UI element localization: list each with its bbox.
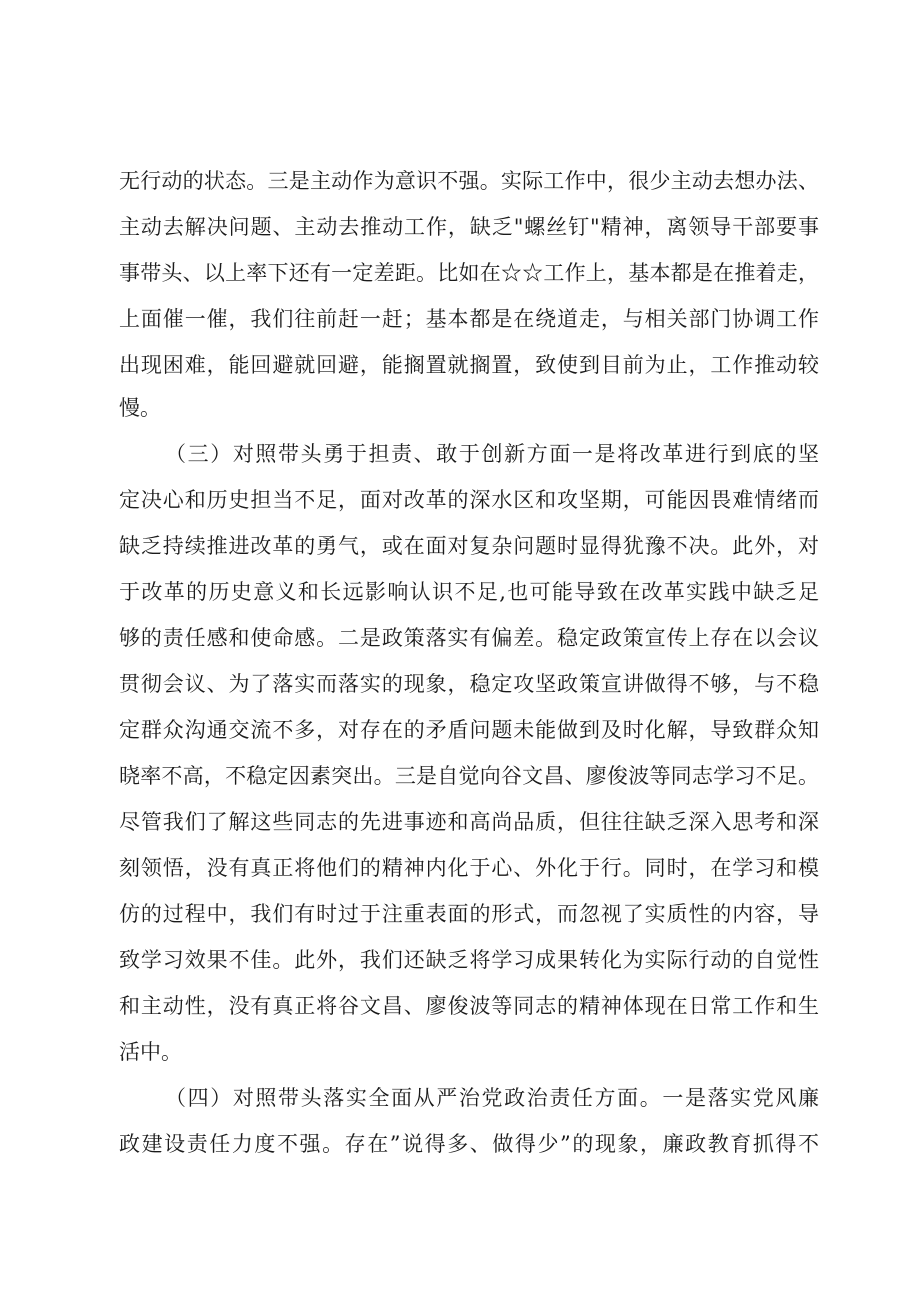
paragraph-line: 定群众沟通交流不多，对存在的矛盾问题未能做到及时化解，导致群众知: [119, 718, 819, 742]
section-heading-line: （四）对照带头落实全面从严治党政治责任方面。一是落实党风廉: [165, 1086, 819, 1110]
paragraph-line: 够的责任感和使命感。二是政策落实有偏差。稳定政策宣传上存在以会议: [119, 626, 819, 650]
paragraph-line: 上面催一催，我们往前赶一赶；基本都是在绕道走，与相关部门协调工作: [119, 307, 819, 331]
paragraph-line: 致学习效果不佳。此外，我们还缺乏将学习成果转化为实际行动的自觉性: [119, 948, 819, 972]
paragraph-line: 缺乏持续推进改革的勇气，或在面对复杂问题时显得犹豫不决。此外，对: [119, 534, 819, 558]
paragraph-line: 主动去解决问题、主动去推动工作，缺乏"螺丝钉"精神，离领导干部要事: [119, 215, 819, 239]
paragraph-line: 贯彻会议、为了落实而落实的现象，稳定攻坚政策宣讲做得不够，与不稳: [119, 672, 819, 696]
paragraph-line: 事带头、以上率下还有一定差距。比如在☆☆工作上，基本都是在推着走，: [119, 261, 819, 285]
paragraph-line: 政建设责任力度不强。存在”说得多、做得少”的现象，廉政教育抓得不: [119, 1132, 819, 1156]
paragraph-line: 活中。: [119, 1040, 182, 1064]
paragraph-line: 慢。: [119, 396, 161, 420]
paragraph-line: 无行动的状态。三是主动作为意识不强。实际工作中，很少主动去想办法、: [119, 169, 819, 193]
paragraph-line: 晓率不高，不稳定因素突出。三是自觉向谷文昌、廖俊波等同志学习不足。: [119, 764, 819, 788]
paragraph-line: 出现困难，能回避就回避，能搁置就搁置，致使到目前为止，工作推动较: [119, 353, 819, 377]
paragraph-line: 仿的过程中，我们有时过于注重表面的形式，而忽视了实质性的内容，导: [119, 902, 819, 926]
paragraph-line: 于改革的历史意义和长远影响认识不足,也可能导致在改革实践中缺乏足: [119, 580, 819, 604]
paragraph-line: 尽管我们了解这些同志的先进事迹和高尚品质，但往往缺乏深入思考和深: [119, 810, 819, 834]
section-heading-line: （三）对照带头勇于担责、敢于创新方面一是将改革进行到底的坚: [165, 442, 819, 466]
paragraph-line: 刻领悟，没有真正将他们的精神内化于心、外化于行。同时，在学习和模: [119, 856, 819, 880]
paragraph-line: 和主动性，没有真正将谷文昌、廖俊波等同志的精神体现在日常工作和生: [119, 994, 819, 1018]
paragraph-line: 定决心和历史担当不足，面对改革的深水区和攻坚期，可能因畏难情绪而: [119, 488, 819, 512]
